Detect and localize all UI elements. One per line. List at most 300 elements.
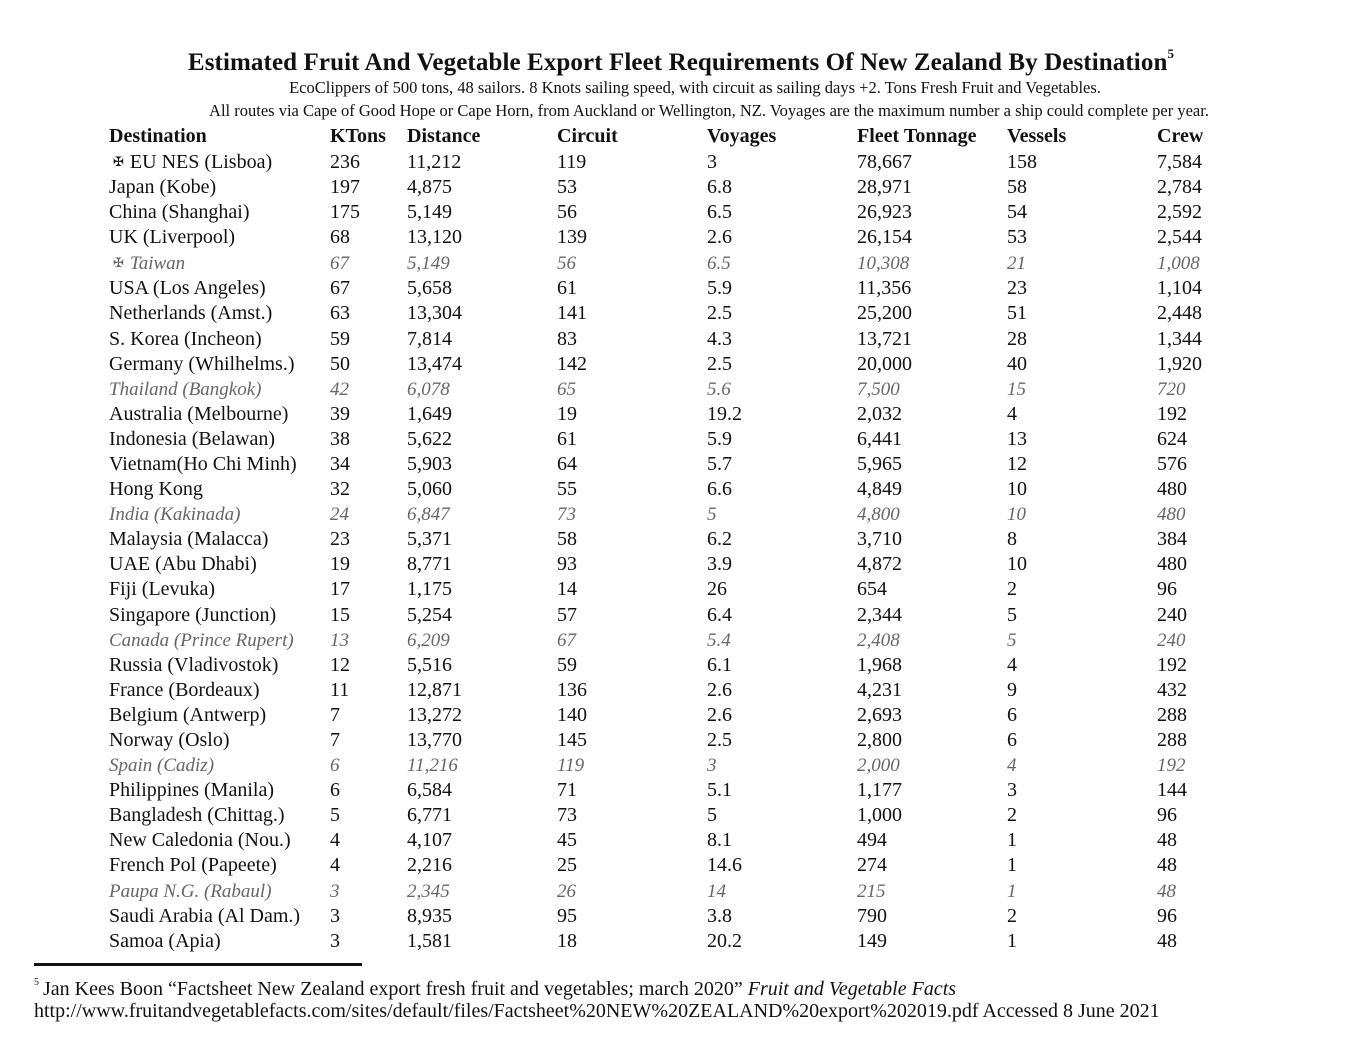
cell-vessels: 40 (1007, 352, 1027, 375)
cell-crew: 1,104 (1157, 277, 1202, 300)
cell-crew: 720 (1157, 378, 1186, 400)
cell-crew: 1,008 (1157, 252, 1200, 274)
cell-destination: Malaysia (Malacca) (109, 528, 269, 551)
cell-fleet-tonnage: 274 (857, 854, 887, 877)
cell-circuit: 142 (557, 352, 587, 375)
cell-circuit: 19 (557, 402, 577, 425)
cell-voyages: 14.6 (707, 854, 742, 877)
footnote-citation (34, 977, 956, 1001)
cell-crew: 96 (1157, 904, 1177, 927)
cell-voyages: 6.4 (707, 603, 732, 626)
cell-circuit: 119 (557, 150, 587, 173)
cell-destination: China (Shanghai) (109, 201, 250, 224)
cell-destination: Singapore (Junction) (109, 603, 277, 626)
destination-label: EU NES (Lisboa) (129, 151, 273, 173)
table-row (106, 753, 1237, 778)
cell-fleet-tonnage: 4,849 (857, 478, 902, 501)
cell-fleet-tonnage: 215 (857, 880, 886, 902)
cell-voyages: 5.9 (707, 277, 732, 300)
cell-vessels: 4 (1007, 653, 1017, 676)
cell-vessels: 9 (1007, 678, 1017, 701)
cell-crew: 288 (1157, 703, 1187, 726)
cell-destination: Spain (Cadiz) (109, 755, 215, 777)
cell-circuit: 140 (557, 703, 587, 726)
cell-crew: 576 (1157, 452, 1187, 475)
cell-vessels: 2 (1007, 904, 1017, 927)
table-row (106, 175, 1237, 200)
cell-vessels: 53 (1007, 226, 1027, 249)
table-row (106, 628, 1237, 653)
cell-circuit: 73 (557, 804, 577, 827)
cell-voyages: 6.5 (707, 201, 732, 224)
cell-distance: 5,149 (407, 252, 450, 274)
cell-crew: 48 (1157, 829, 1177, 852)
cell-vessels: 5 (1007, 603, 1017, 626)
cell-fleet-tonnage: 5,965 (857, 452, 902, 475)
table-row (106, 552, 1237, 577)
cell-destination: Thailand (Bangkok) (109, 378, 262, 400)
cell-destination (106, 149, 330, 175)
cell-circuit: 73 (557, 504, 576, 526)
cell-circuit: 53 (557, 176, 577, 199)
table-row (106, 904, 1237, 929)
footnote-url: http://www.fruitandvegetablefacts.com/sites/default/files/Factsheet%20NEW%20ZEALAND%20export%202019.pdf Accessed 8 June 2021 (34, 1000, 1160, 1022)
table-row (106, 200, 1237, 225)
cell-distance: 2,345 (407, 880, 450, 902)
cell-destination: Philippines (Manila) (109, 779, 274, 802)
cell-distance: 2,216 (407, 854, 452, 877)
cell-ktons: 7 (330, 703, 340, 726)
cell-distance: 11,216 (407, 755, 458, 777)
cell-voyages: 2.6 (707, 703, 732, 726)
cell-destination: Fiji (Levuka) (109, 578, 216, 601)
cell-voyages: 2.5 (707, 352, 732, 375)
title-footnote-mark: 5 (1167, 46, 1175, 61)
cell-distance: 13,474 (407, 352, 462, 375)
cell-destination: UK (Liverpool) (109, 226, 236, 249)
cell-vessels: 12 (1007, 452, 1027, 475)
cell-ktons: 63 (330, 302, 350, 325)
cell-distance: 5,149 (407, 201, 452, 224)
cell-voyages: 5.1 (707, 779, 732, 802)
cell-circuit: 64 (557, 452, 577, 475)
cell-fleet-tonnage: 2,344 (857, 603, 902, 626)
cell-vessels: 8 (1007, 528, 1017, 551)
cell-circuit: 56 (557, 201, 577, 224)
cell-vessels: 15 (1007, 378, 1026, 400)
footnote-divider (34, 963, 362, 966)
column-header: Crew (1157, 125, 1204, 147)
table-row (106, 225, 1237, 250)
cell-voyages: 6.5 (707, 252, 731, 274)
cell-vessels: 13 (1007, 427, 1027, 450)
cell-circuit: 95 (557, 904, 577, 927)
cell-ktons: 24 (330, 504, 349, 526)
cell-fleet-tonnage: 4,800 (857, 504, 900, 526)
cell-voyages: 8.1 (707, 829, 732, 852)
cell-crew: 2,544 (1157, 226, 1202, 249)
subtitle-routes: All routes via Cape of Good Hope or Cape Horn, from Auckland or Wellington, NZ. Voyages are the maximum number a ship could complete per year. (209, 101, 1209, 120)
cell-distance: 13,272 (407, 703, 462, 726)
cell-crew: 48 (1157, 929, 1177, 952)
subtitle-assumptions: EcoClippers of 500 tons, 48 sailors. 8 Knots sailing speed, with circuit as sailing days +2. Tons Fresh Fruit and Vegetables. (289, 78, 1101, 97)
footnote-mark: 5 (34, 977, 39, 988)
cell-ktons: 19 (330, 553, 350, 576)
cell-circuit: 18 (557, 929, 577, 952)
cell-voyages: 5.7 (707, 452, 732, 475)
cell-circuit: 58 (557, 528, 577, 551)
cell-circuit: 61 (557, 277, 577, 300)
table-row (106, 149, 1237, 175)
cell-crew: 48 (1157, 880, 1176, 902)
cell-circuit: 141 (557, 302, 587, 325)
cell-destination: Saudi Arabia (Al Dam.) (109, 904, 301, 927)
cell-voyages: 3 (707, 150, 717, 173)
table-row (106, 653, 1237, 678)
cell-fleet-tonnage: 25,200 (857, 302, 912, 325)
cell-vessels: 58 (1007, 176, 1027, 199)
cell-voyages: 6.2 (707, 528, 732, 551)
cell-ktons: 34 (330, 452, 350, 475)
destination-label: Taiwan (129, 253, 186, 275)
cell-vessels: 1 (1007, 880, 1017, 902)
cell-distance: 6,209 (407, 629, 450, 651)
cell-destination: Netherlands (Amst.) (109, 302, 273, 325)
cell-ktons: 42 (330, 378, 349, 400)
cell-distance: 8,771 (407, 553, 452, 576)
cell-fleet-tonnage: 1,000 (857, 804, 902, 827)
cell-crew: 2,448 (1157, 302, 1202, 325)
cell-crew: 96 (1157, 578, 1177, 601)
cell-circuit: 93 (557, 553, 577, 576)
cell-ktons: 67 (330, 277, 350, 300)
cell-destination: Germany (Whilhelms.) (109, 352, 295, 375)
cell-circuit: 67 (557, 629, 576, 651)
cell-vessels: 1 (1007, 929, 1017, 952)
cell-ktons: 3 (330, 904, 340, 927)
cell-distance: 4,107 (407, 829, 452, 852)
column-header: Destination (109, 125, 207, 147)
table-row (106, 326, 1237, 351)
cell-distance: 5,060 (407, 478, 452, 501)
cell-circuit: 61 (557, 427, 577, 450)
cell-vessels: 5 (1007, 629, 1017, 651)
cell-ktons: 6 (330, 779, 340, 802)
table-row (106, 879, 1237, 904)
table-row (106, 452, 1237, 477)
cell-crew: 48 (1157, 854, 1177, 877)
cell-fleet-tonnage: 78,667 (857, 150, 912, 173)
cell-distance: 13,770 (407, 729, 462, 752)
cell-crew: 1,920 (1157, 352, 1202, 375)
cell-voyages: 14 (707, 880, 726, 902)
table-row (106, 250, 1237, 276)
cell-destination: Paupa N.G. (Rabaul) (109, 880, 272, 902)
cell-destination: Canada (Prince Rupert) (109, 629, 294, 651)
cell-distance: 6,771 (407, 804, 452, 827)
cell-voyages: 5 (707, 504, 717, 526)
cell-voyages: 3 (707, 755, 717, 777)
cell-ktons: 59 (330, 327, 350, 350)
cell-crew: 240 (1157, 629, 1186, 651)
cell-crew: 7,584 (1157, 150, 1202, 173)
table-row (106, 402, 1237, 427)
cell-circuit: 119 (557, 755, 585, 777)
cell-ktons: 7 (330, 729, 340, 752)
cell-crew: 144 (1157, 779, 1187, 802)
cell-distance: 7,814 (407, 327, 452, 350)
cell-distance: 5,903 (407, 452, 452, 475)
cell-crew: 1,344 (1157, 327, 1202, 350)
cell-distance: 12,871 (407, 678, 462, 701)
cell-ktons: 236 (330, 150, 360, 173)
cell-fleet-tonnage: 11,356 (857, 277, 912, 300)
cell-distance: 1,175 (407, 578, 452, 601)
column-header: KTons (330, 125, 386, 147)
cell-voyages: 2.5 (707, 302, 732, 325)
cell-destination: Australia (Melbourne) (109, 402, 289, 425)
cell-ktons: 4 (330, 829, 340, 852)
cell-destination (106, 250, 330, 276)
cell-distance: 4,875 (407, 176, 452, 199)
table-row (106, 276, 1237, 301)
cell-crew: 2,784 (1157, 176, 1202, 199)
table-row (106, 502, 1237, 527)
table-row (106, 853, 1237, 878)
cell-voyages: 3.8 (707, 904, 732, 927)
table-row (106, 577, 1237, 602)
column-header: Circuit (557, 125, 618, 147)
cell-vessels: 3 (1007, 779, 1017, 802)
cell-ktons: 11 (330, 678, 350, 701)
fleet-table (106, 124, 1237, 954)
cell-voyages: 2.6 (707, 678, 732, 701)
cell-ktons: 15 (330, 603, 350, 626)
cell-circuit: 55 (557, 478, 577, 501)
cell-distance: 6,584 (407, 779, 452, 802)
table-body (106, 149, 1237, 954)
cell-crew: 480 (1157, 478, 1187, 501)
cell-fleet-tonnage: 149 (857, 929, 887, 952)
cell-destination: New Caledonia (Nou.) (109, 829, 291, 852)
cell-vessels: 1 (1007, 854, 1017, 877)
cell-distance: 8,935 (407, 904, 452, 927)
cell-circuit: 65 (557, 378, 576, 400)
column-header: Vessels (1007, 125, 1067, 147)
cell-circuit: 14 (557, 578, 577, 601)
cell-fleet-tonnage: 790 (857, 904, 887, 927)
cell-destination: Samoa (Apia) (109, 929, 221, 952)
column-header: Distance (407, 125, 481, 147)
cell-vessels: 2 (1007, 804, 1017, 827)
cell-distance: 11,212 (407, 150, 462, 173)
footnote-text: Jan Kees Boon “Factsheet New Zealand export fresh fruit and vegetables; march 2020” (43, 978, 743, 1000)
cell-destination: Norway (Oslo) (109, 729, 230, 752)
cross-pattee-icon: ✠ (113, 154, 124, 169)
table-row (106, 301, 1237, 326)
cell-voyages: 5 (707, 804, 717, 827)
cell-circuit: 71 (557, 779, 577, 802)
cell-distance: 13,304 (407, 302, 462, 325)
cell-fleet-tonnage: 28,971 (857, 176, 912, 199)
cell-crew: 288 (1157, 729, 1187, 752)
table-row (106, 778, 1237, 803)
cell-ktons: 12 (330, 653, 350, 676)
cell-fleet-tonnage: 2,032 (857, 402, 902, 425)
table-row (106, 352, 1237, 377)
cell-vessels: 10 (1007, 478, 1027, 501)
table-header-row (106, 124, 1237, 149)
cell-crew: 192 (1157, 402, 1187, 425)
table-row (106, 828, 1237, 853)
cell-ktons: 6 (330, 755, 340, 777)
cell-voyages: 5.4 (707, 629, 731, 651)
cell-voyages: 19.2 (707, 402, 742, 425)
cell-crew: 2,592 (1157, 201, 1202, 224)
cell-crew: 480 (1157, 504, 1186, 526)
table-row (106, 929, 1237, 954)
cell-circuit: 45 (557, 829, 577, 852)
cell-circuit: 136 (557, 678, 587, 701)
column-header: Voyages (707, 125, 777, 147)
cell-crew: 384 (1157, 528, 1187, 551)
table-row (106, 377, 1237, 402)
cell-destination: Belgium (Antwerp) (109, 703, 267, 726)
cell-vessels: 4 (1007, 402, 1017, 425)
cell-vessels: 10 (1007, 553, 1027, 576)
cell-fleet-tonnage: 10,308 (857, 252, 910, 274)
cell-fleet-tonnage: 4,872 (857, 553, 902, 576)
cell-fleet-tonnage: 6,441 (857, 427, 902, 450)
cell-fleet-tonnage: 2,408 (857, 629, 900, 651)
cell-destination: France (Bordeaux) (109, 678, 260, 701)
cell-fleet-tonnage: 26,923 (857, 201, 912, 224)
cell-ktons: 4 (330, 854, 340, 877)
cell-crew: 96 (1157, 804, 1177, 827)
document-title: Estimated Fruit And Vegetable Export Fleet Requirements Of New Zealand By Destination$^5$ (187, 46, 1175, 76)
cell-crew: 192 (1157, 755, 1186, 777)
cell-circuit: 139 (557, 226, 587, 249)
cell-destination: Indonesia (Belawan) (109, 427, 276, 450)
cell-destination: French Pol (Papeete) (109, 854, 277, 877)
cell-voyages: 2.6 (707, 226, 732, 249)
cell-destination: India (Kakinada) (109, 504, 241, 526)
cell-circuit: 83 (557, 327, 577, 350)
cell-distance: 6,847 (407, 504, 450, 526)
table-row (106, 603, 1237, 628)
cell-crew: 192 (1157, 653, 1187, 676)
cell-circuit: 26 (557, 880, 576, 902)
cell-voyages: 6.6 (707, 478, 732, 501)
cell-voyages: 20.2 (707, 929, 742, 952)
cell-ktons: 68 (330, 226, 350, 249)
cell-crew: 624 (1157, 427, 1187, 450)
table-row (106, 427, 1237, 452)
cell-ktons: 3 (330, 880, 340, 902)
cell-ktons: 23 (330, 528, 350, 551)
cell-destination: S. Korea (Incheon) (109, 327, 262, 350)
cell-destination: USA (Los Angeles) (109, 277, 266, 300)
cell-vessels: 6 (1007, 703, 1017, 726)
cell-ktons: 17 (330, 578, 350, 601)
cell-ktons: 175 (330, 201, 360, 224)
cell-circuit: 59 (557, 653, 577, 676)
cell-voyages: 2.5 (707, 729, 732, 752)
cell-destination: UAE (Abu Dhabi) (109, 553, 257, 576)
cell-vessels: 2 (1007, 578, 1017, 601)
cell-fleet-tonnage: 2,693 (857, 703, 902, 726)
cell-vessels: 21 (1007, 252, 1026, 274)
cell-distance: 5,658 (407, 277, 452, 300)
cell-ktons: 50 (330, 352, 350, 375)
cell-destination: Vietnam(Ho Chi Minh) (109, 452, 297, 475)
cell-fleet-tonnage: 494 (857, 829, 887, 852)
cell-fleet-tonnage: 13,721 (857, 327, 912, 350)
cell-circuit: 56 (557, 252, 576, 274)
cell-ktons: 197 (330, 176, 360, 199)
cell-vessels: 6 (1007, 729, 1017, 752)
cell-crew: 240 (1157, 603, 1187, 626)
cell-destination: Bangladesh (Chittag.) (109, 804, 285, 827)
cell-fleet-tonnage: 4,231 (857, 678, 902, 701)
cell-voyages: 4.3 (707, 327, 732, 350)
cell-fleet-tonnage: 2,000 (857, 755, 900, 777)
cell-ktons: 3 (330, 929, 340, 952)
cell-vessels: 54 (1007, 201, 1027, 224)
cell-circuit: 25 (557, 854, 577, 877)
cell-distance: 1,581 (407, 929, 452, 952)
cell-distance: 13,120 (407, 226, 462, 249)
cell-vessels: 28 (1007, 327, 1027, 350)
cell-voyages: 5.9 (707, 427, 732, 450)
cell-vessels: 51 (1007, 302, 1027, 325)
footnote-source-title: Fruit and Vegetable Facts (747, 978, 957, 1000)
cell-voyages: 5.6 (707, 378, 731, 400)
cell-ktons: 39 (330, 402, 350, 425)
cell-distance: 5,254 (407, 603, 452, 626)
cell-fleet-tonnage: 26,154 (857, 226, 912, 249)
cell-ktons: 67 (330, 252, 349, 274)
cell-vessels: 23 (1007, 277, 1027, 300)
cell-ktons: 38 (330, 427, 350, 450)
cell-fleet-tonnage: 2,800 (857, 729, 902, 752)
cell-voyages: 3.9 (707, 553, 732, 576)
cell-fleet-tonnage: 1,968 (857, 653, 902, 676)
cell-fleet-tonnage: 20,000 (857, 352, 912, 375)
table-row (106, 803, 1237, 828)
table-row (106, 527, 1237, 552)
cell-distance: 5,622 (407, 427, 452, 450)
cell-fleet-tonnage: 7,500 (857, 378, 900, 400)
cell-distance: 5,371 (407, 528, 452, 551)
cell-vessels: 10 (1007, 504, 1026, 526)
cell-crew: 480 (1157, 553, 1187, 576)
table-row (106, 477, 1237, 502)
cell-fleet-tonnage: 654 (857, 578, 887, 601)
cell-voyages: 6.8 (707, 176, 732, 199)
cell-ktons: 5 (330, 804, 340, 827)
cell-crew: 432 (1157, 678, 1187, 701)
cell-ktons: 32 (330, 478, 350, 501)
cell-destination: Russia (Vladivostok) (109, 653, 279, 676)
table-row (106, 678, 1237, 703)
table-row (106, 728, 1237, 753)
cell-ktons: 13 (330, 629, 349, 651)
cell-distance: 6,078 (407, 378, 450, 400)
cell-vessels: 1 (1007, 829, 1017, 852)
cell-voyages: 26 (707, 578, 727, 601)
cell-distance: 1,649 (407, 402, 452, 425)
